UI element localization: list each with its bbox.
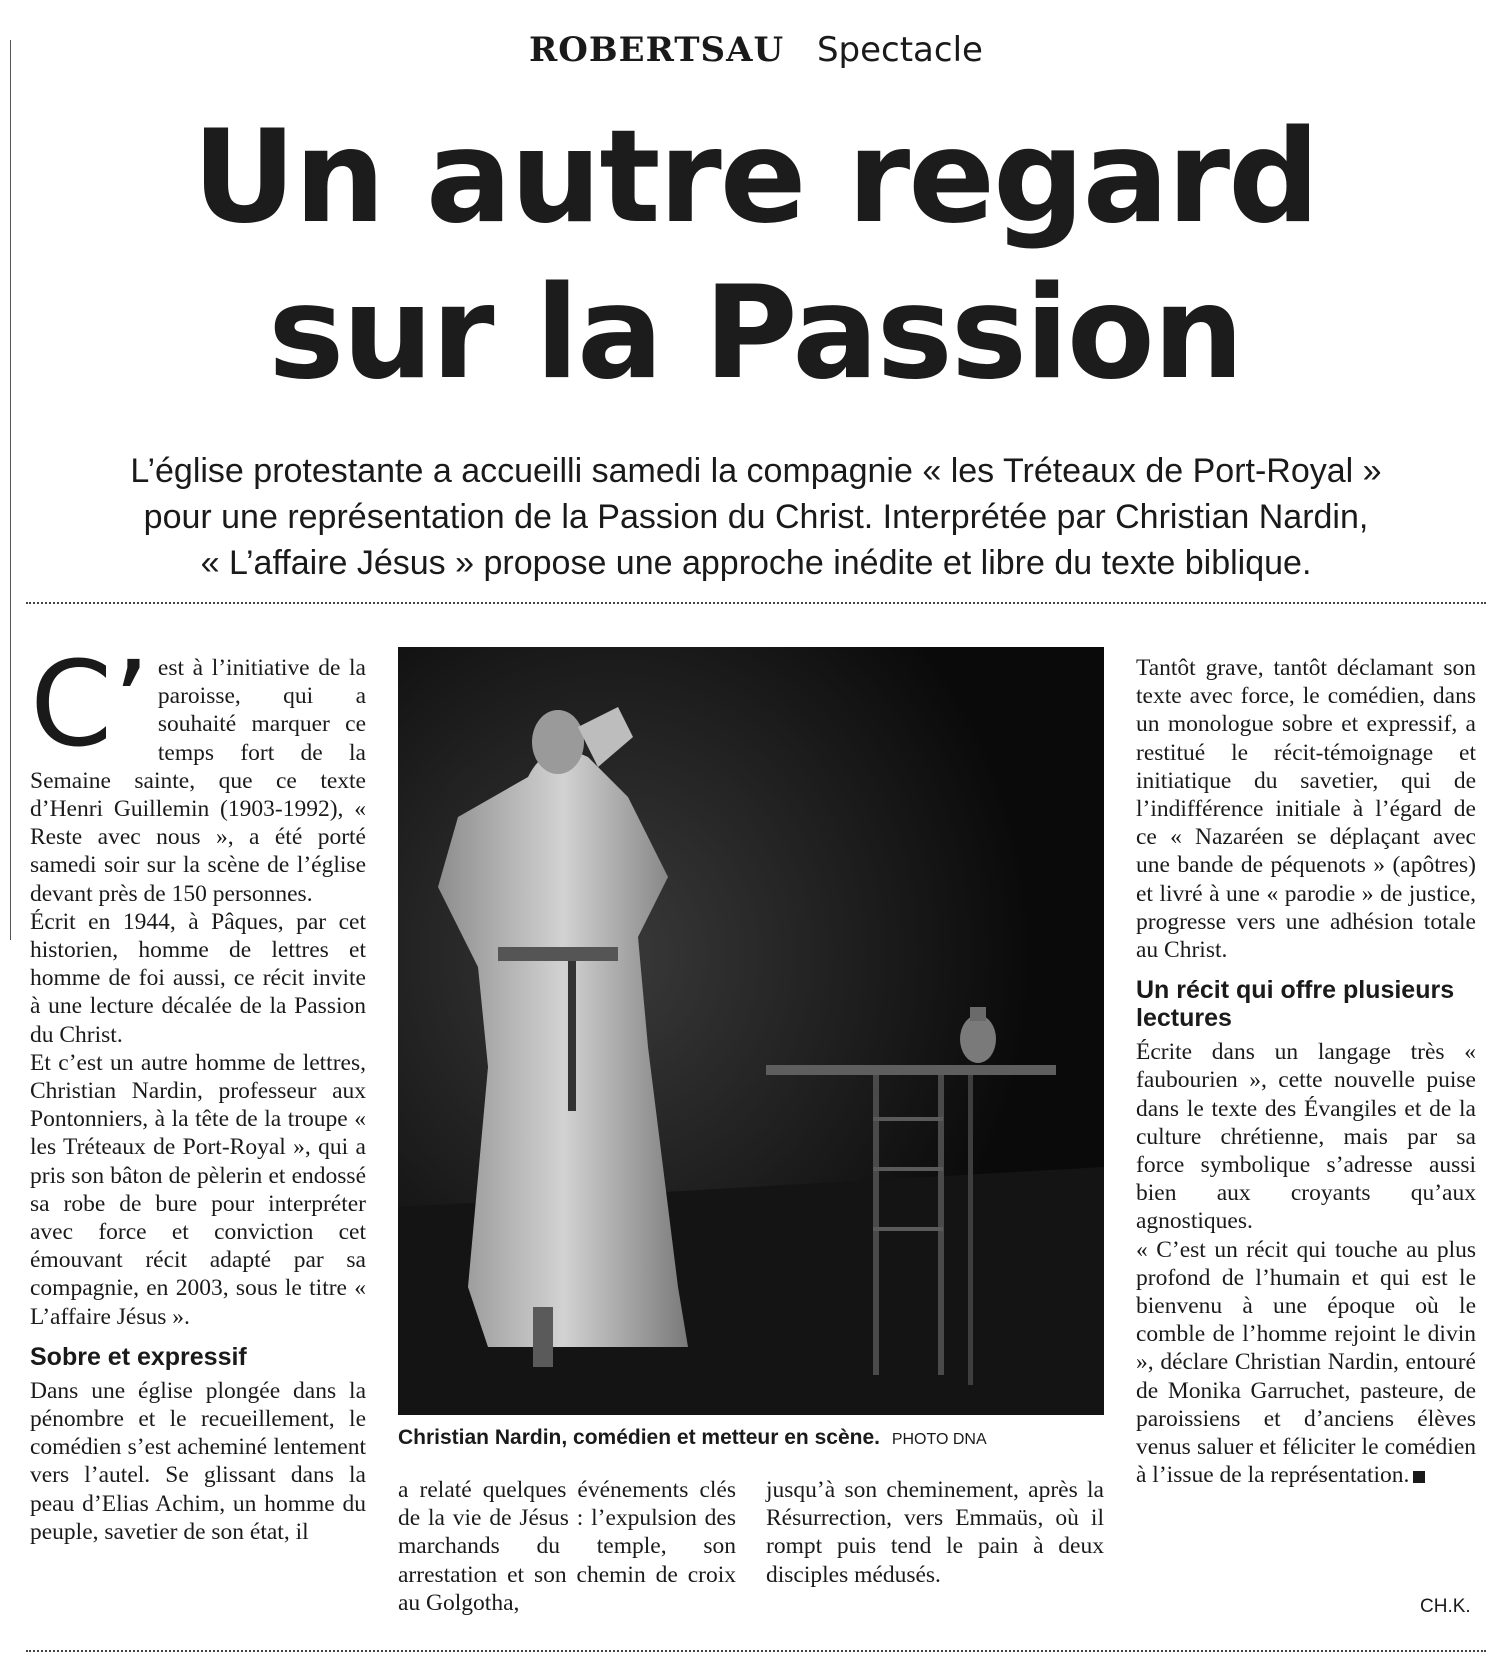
paragraph: Et c’est un autre homme de lettres, Christian Nardin, professeur aux Pontonniers, à la tête de la troupe « les Tréteaux de Port-Royal », qui a pris son bâton de pèlerin et endossé sa robe de bure pour interpréter avec force et conviction cet émouvant récit adapté par sa compagnie, en 2003, sous le titre « L’affaire Jésus ». xyxy=(30,1049,366,1330)
paragraph-text: « C’est un récit qui touche au plus profond de l’humain et qui est le bienvenu à une époque où le comble de l’homme rejoint le divin », déclare Christian Nardin, entouré de Monika Garruchet, pasteure, de paroissiens et d’anciens élèves venus saluer et féliciter le comédien à l’issue de la représentation. xyxy=(1136,1236,1476,1489)
kicker-section: Spectacle xyxy=(816,30,983,70)
paragraph: Tantôt grave, tantôt déclamant son texte avec force, le comédien, dans un monologue sobre et expressif, a restitué le récit-témoignage et initiatique du savetier, qui de l’indifférence initiale à l’égard de ce « Nazaréen se déplaçant avec une bande de péquenots » (apôtres) et livré à une « parodie » de justice, progresse vers une adhésion totale au Christ. xyxy=(1136,655,1476,964)
column-middle-1 xyxy=(398,1476,736,1617)
byline: CH.K. xyxy=(1420,1596,1471,1617)
caption-text: Christian Nardin, comédien et metteur en scène. xyxy=(398,1426,880,1449)
subhead: Sobre et expressif xyxy=(30,1342,247,1371)
paragraph: jusqu’à son cheminement, après la Résurrection, vers Emmaüs, où il rompt puis tend le pain à deux disciples médusés. xyxy=(766,1477,1104,1588)
left-margin-rule xyxy=(10,40,11,940)
column-right xyxy=(1136,654,1476,1489)
column-left xyxy=(30,635,366,1546)
kicker xyxy=(0,30,1512,70)
stage-photo-illustration xyxy=(398,647,1104,1415)
separator-rule xyxy=(26,602,1486,604)
headline-line: sur la Passion xyxy=(268,259,1242,408)
photo-credit: PHOTO DNA xyxy=(891,1431,987,1448)
paragraph: est à l’initiative de la paroisse, qui a souhaité marquer ce temps fort de la Semaine sainte, que ce texte d’Henri Guillemin (1903-1992), « Reste avec nous », a été porté samedi soir sur la scène de l’église devant près de 150 personnes. xyxy=(30,655,366,907)
subhead: Un récit qui offre plusieurs lectures xyxy=(1136,976,1455,1033)
headline-line: Un autre regard xyxy=(192,103,1318,252)
end-mark-icon xyxy=(1413,1471,1425,1483)
paragraph-closing xyxy=(1136,1236,1476,1490)
headline xyxy=(60,100,1450,412)
paragraph: a relaté quelques événements clés de la vie de Jésus : l’expulsion des marchands du temple, son arrestation et son chemin de croix au Golgotha, xyxy=(398,1477,736,1616)
lede-line: « L’affaire Jésus » propose une approche inédite et libre du texte biblique. xyxy=(200,544,1312,582)
paragraph: Écrite dans un langage très « faubourien », cette nouvelle puise dans le texte des Évangiles et de la culture chrétienne, mais par sa force symbolique s’adresse aussi bien aux croyants qu’aux agnostiques. xyxy=(1136,1039,1476,1235)
lede xyxy=(20,448,1492,586)
stage-photo xyxy=(398,647,1104,1415)
column-middle-2 xyxy=(766,1476,1104,1589)
paragraph: Écrit en 1944, à Pâques, par cet historien, homme de lettres et homme de foi aussi, ce récit invite à une lecture décalée de la Passion du Christ. xyxy=(30,908,366,1048)
lede-line: L’église protestante a accueilli samedi la compagnie « les Tréteaux de Port-Royal » xyxy=(130,452,1382,490)
lede-line: pour une représentation de la Passion du Christ. Interprétée par Christian Nardin, xyxy=(143,498,1369,536)
separator-rule-bottom xyxy=(26,1650,1486,1652)
paragraph: Dans une église plongée dans la pénombre et le recueillement, le comédien s’est acheminé lentement vers l’autel. Se glissant dans la peau d’Elias Achim, un homme du peuple, savetier de son état, il xyxy=(30,1377,366,1545)
drop-cap: C’ xyxy=(30,635,150,773)
photo-caption xyxy=(398,1426,1118,1450)
kicker-place: ROBERTSAU xyxy=(529,30,785,70)
